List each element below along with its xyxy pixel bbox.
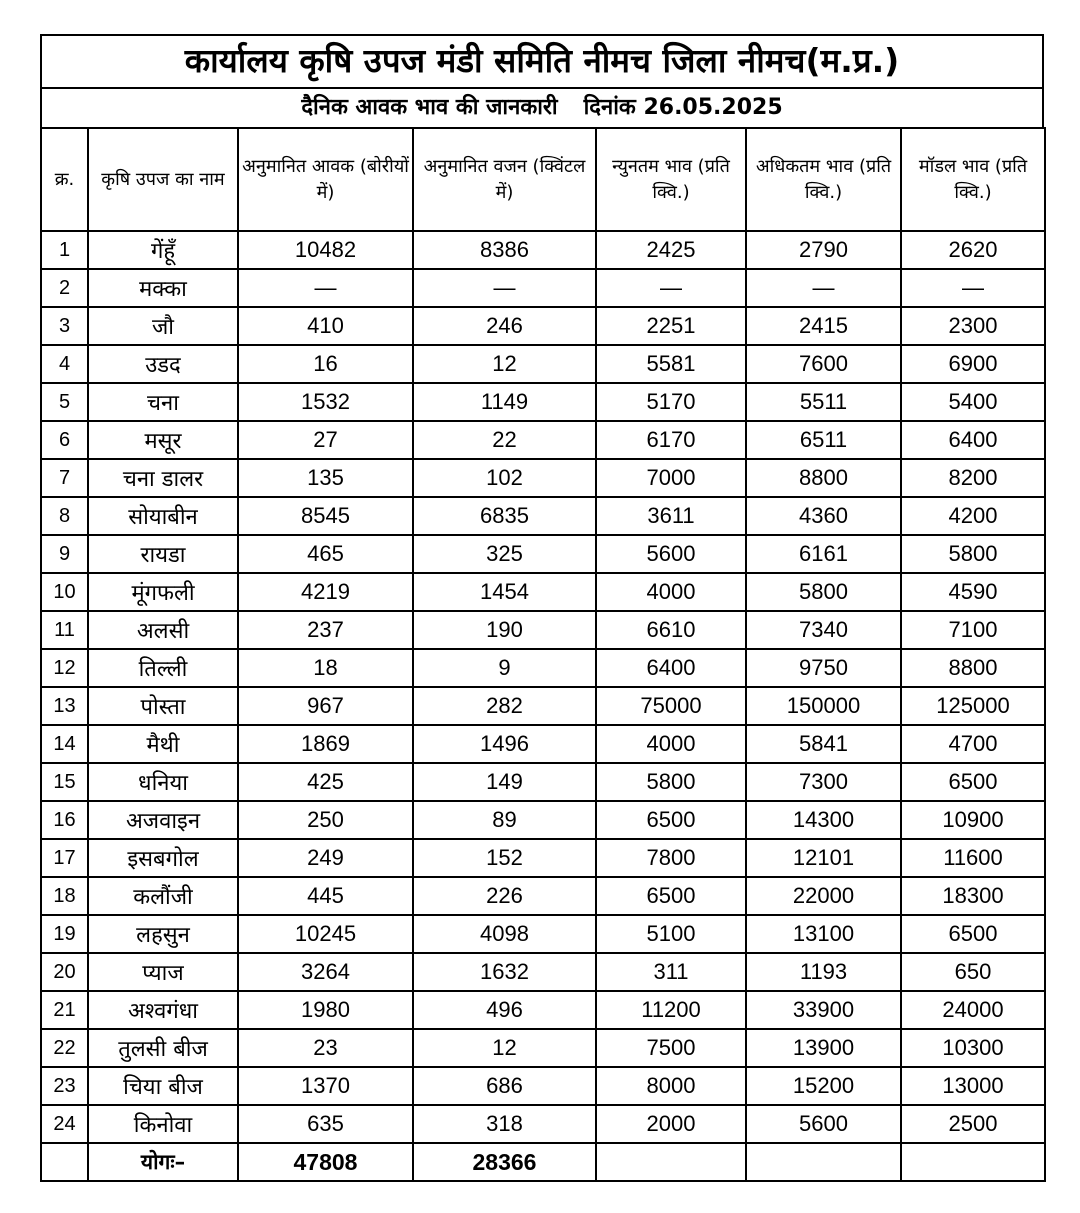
- serial-cell: 15: [41, 763, 88, 801]
- crop-name-cell: अजवाइन: [88, 801, 238, 839]
- crop-name-cell: कलौंजी: [88, 877, 238, 915]
- table-row: [41, 497, 1045, 535]
- table-row: [41, 725, 1045, 763]
- model-price-cell: 2620: [901, 231, 1045, 269]
- crop-name-cell: जौ: [88, 307, 238, 345]
- est-arrival-cell: 4219: [238, 573, 413, 611]
- crop-name-cell: मैथी: [88, 725, 238, 763]
- table-header-row: [41, 128, 1045, 231]
- crop-name-cell: पोस्ता: [88, 687, 238, 725]
- arrival-rates-table: [40, 127, 1046, 1182]
- table-row: [41, 1029, 1045, 1067]
- max-price-cell: 7600: [746, 345, 901, 383]
- est-weight-cell: 496: [413, 991, 596, 1029]
- serial-cell: 20: [41, 953, 88, 991]
- table-row: [41, 763, 1045, 801]
- model-price-cell: 10900: [901, 801, 1045, 839]
- min-price-cell: 8000: [596, 1067, 746, 1105]
- est-arrival-cell: 16: [238, 345, 413, 383]
- crop-name-cell: तुलसी बीज: [88, 1029, 238, 1067]
- model-price-cell: 11600: [901, 839, 1045, 877]
- est-arrival-cell: 425: [238, 763, 413, 801]
- office-title: कार्यालय कृषि उपज मंडी समिति नीमच जिला नीमच(म.प्र.): [40, 34, 1044, 87]
- total-blank-cell: [746, 1143, 901, 1181]
- est-arrival-cell: 1869: [238, 725, 413, 763]
- est-arrival-cell: —: [238, 269, 413, 307]
- model-price-cell: 6500: [901, 915, 1045, 953]
- model-price-cell: 4200: [901, 497, 1045, 535]
- crop-name-cell: उडद: [88, 345, 238, 383]
- max-price-cell: 5841: [746, 725, 901, 763]
- est-weight-cell: 282: [413, 687, 596, 725]
- est-weight-cell: 6835: [413, 497, 596, 535]
- table-row: [41, 991, 1045, 1029]
- max-price-cell: 6511: [746, 421, 901, 459]
- table-row: [41, 231, 1045, 269]
- max-price-cell: 1193: [746, 953, 901, 991]
- max-price-cell: 5600: [746, 1105, 901, 1143]
- model-price-cell: —: [901, 269, 1045, 307]
- est-weight-cell: 12: [413, 345, 596, 383]
- est-weight-cell: 318: [413, 1105, 596, 1143]
- min-price-cell: 7000: [596, 459, 746, 497]
- est-weight-cell: 4098: [413, 915, 596, 953]
- max-price-cell: 8800: [746, 459, 901, 497]
- table-row: [41, 687, 1045, 725]
- max-price-cell: 12101: [746, 839, 901, 877]
- model-price-cell: 8800: [901, 649, 1045, 687]
- min-price-cell: 4000: [596, 573, 746, 611]
- serial-cell: 2: [41, 269, 88, 307]
- est-weight-cell: 190: [413, 611, 596, 649]
- min-price-cell: 75000: [596, 687, 746, 725]
- model-price-cell: 6500: [901, 763, 1045, 801]
- min-price-cell: 6500: [596, 877, 746, 915]
- est-arrival-cell: 465: [238, 535, 413, 573]
- total-row: [41, 1143, 1045, 1181]
- crop-name-cell: गेंहूँ: [88, 231, 238, 269]
- max-price-cell: 150000: [746, 687, 901, 725]
- max-price-cell: 4360: [746, 497, 901, 535]
- table-row: [41, 573, 1045, 611]
- crop-name-cell: मसूर: [88, 421, 238, 459]
- model-price-cell: 24000: [901, 991, 1045, 1029]
- serial-cell: 9: [41, 535, 88, 573]
- table-row: [41, 459, 1045, 497]
- crop-name-cell: अश्वगंधा: [88, 991, 238, 1029]
- est-arrival-cell: 10482: [238, 231, 413, 269]
- table-row: [41, 1105, 1045, 1143]
- table-row: [41, 345, 1045, 383]
- crop-name-cell: चिया बीज: [88, 1067, 238, 1105]
- table-row: [41, 307, 1045, 345]
- serial-cell: 18: [41, 877, 88, 915]
- total-bags: 47808: [238, 1143, 413, 1181]
- total-blank-cell: [41, 1143, 88, 1181]
- serial-cell: 14: [41, 725, 88, 763]
- model-price-cell: 6400: [901, 421, 1045, 459]
- crop-name-cell: प्याज: [88, 953, 238, 991]
- est-weight-cell: 1496: [413, 725, 596, 763]
- min-price-cell: 311: [596, 953, 746, 991]
- est-weight-cell: 1454: [413, 573, 596, 611]
- min-price-cell: 2425: [596, 231, 746, 269]
- table-row: [41, 915, 1045, 953]
- serial-cell: 10: [41, 573, 88, 611]
- crop-name-cell: चना: [88, 383, 238, 421]
- est-arrival-cell: 967: [238, 687, 413, 725]
- min-price-cell: 6500: [596, 801, 746, 839]
- max-price-cell: 9750: [746, 649, 901, 687]
- min-price-cell: 4000: [596, 725, 746, 763]
- col-header-min-price: न्युनतम भाव (प्रति क्वि.): [596, 128, 746, 231]
- est-arrival-cell: 1980: [238, 991, 413, 1029]
- serial-cell: 7: [41, 459, 88, 497]
- serial-cell: 21: [41, 991, 88, 1029]
- est-weight-cell: 22: [413, 421, 596, 459]
- table-row: [41, 383, 1045, 421]
- model-price-cell: 4700: [901, 725, 1045, 763]
- max-price-cell: 33900: [746, 991, 901, 1029]
- serial-cell: 6: [41, 421, 88, 459]
- table-row: [41, 421, 1045, 459]
- model-price-cell: 7100: [901, 611, 1045, 649]
- est-weight-cell: 149: [413, 763, 596, 801]
- est-weight-cell: 8386: [413, 231, 596, 269]
- est-arrival-cell: 18: [238, 649, 413, 687]
- max-price-cell: 2415: [746, 307, 901, 345]
- crop-name-cell: मक्का: [88, 269, 238, 307]
- crop-name-cell: मूंगफली: [88, 573, 238, 611]
- max-price-cell: 6161: [746, 535, 901, 573]
- min-price-cell: 6610: [596, 611, 746, 649]
- est-arrival-cell: 10245: [238, 915, 413, 953]
- est-weight-cell: 325: [413, 535, 596, 573]
- est-arrival-cell: 27: [238, 421, 413, 459]
- model-price-cell: 8200: [901, 459, 1045, 497]
- max-price-cell: 7300: [746, 763, 901, 801]
- est-arrival-cell: 250: [238, 801, 413, 839]
- serial-cell: 16: [41, 801, 88, 839]
- min-price-cell: 6170: [596, 421, 746, 459]
- est-weight-cell: —: [413, 269, 596, 307]
- table-row: [41, 953, 1045, 991]
- est-arrival-cell: 635: [238, 1105, 413, 1143]
- model-price-cell: 2300: [901, 307, 1045, 345]
- est-weight-cell: 9: [413, 649, 596, 687]
- max-price-cell: 15200: [746, 1067, 901, 1105]
- est-weight-cell: 686: [413, 1067, 596, 1105]
- table-row: [41, 801, 1045, 839]
- serial-cell: 11: [41, 611, 88, 649]
- min-price-cell: 7500: [596, 1029, 746, 1067]
- min-price-cell: 5800: [596, 763, 746, 801]
- min-price-cell: 5600: [596, 535, 746, 573]
- min-price-cell: 5170: [596, 383, 746, 421]
- est-weight-cell: 1149: [413, 383, 596, 421]
- col-header-est-arrival: अनुमानित आवक (बोरीयों में): [238, 128, 413, 231]
- model-price-cell: 5800: [901, 535, 1045, 573]
- min-price-cell: 5100: [596, 915, 746, 953]
- est-weight-cell: 102: [413, 459, 596, 497]
- est-arrival-cell: 1532: [238, 383, 413, 421]
- est-weight-cell: 152: [413, 839, 596, 877]
- serial-cell: 23: [41, 1067, 88, 1105]
- max-price-cell: 14300: [746, 801, 901, 839]
- min-price-cell: 5581: [596, 345, 746, 383]
- max-price-cell: 13100: [746, 915, 901, 953]
- crop-name-cell: तिल्ली: [88, 649, 238, 687]
- crop-name-cell: सोयाबीन: [88, 497, 238, 535]
- col-header-max-price: अधिकतम भाव (प्रति क्वि.): [746, 128, 901, 231]
- est-arrival-cell: 23: [238, 1029, 413, 1067]
- max-price-cell: —: [746, 269, 901, 307]
- table-row: [41, 877, 1045, 915]
- table-row: [41, 611, 1045, 649]
- est-weight-cell: 12: [413, 1029, 596, 1067]
- est-arrival-cell: 237: [238, 611, 413, 649]
- max-price-cell: 7340: [746, 611, 901, 649]
- est-arrival-cell: 445: [238, 877, 413, 915]
- rates-sheet: [40, 34, 1044, 1182]
- est-arrival-cell: 1370: [238, 1067, 413, 1105]
- model-price-cell: 10300: [901, 1029, 1045, 1067]
- total-label: योगः–: [88, 1143, 238, 1181]
- model-price-cell: 13000: [901, 1067, 1045, 1105]
- crop-name-cell: अलसी: [88, 611, 238, 649]
- report-date: दिनांक 26.05.2025: [583, 95, 783, 120]
- max-price-cell: 5800: [746, 573, 901, 611]
- min-price-cell: —: [596, 269, 746, 307]
- min-price-cell: 11200: [596, 991, 746, 1029]
- model-price-cell: 2500: [901, 1105, 1045, 1143]
- est-weight-cell: 1632: [413, 953, 596, 991]
- max-price-cell: 2790: [746, 231, 901, 269]
- serial-cell: 3: [41, 307, 88, 345]
- min-price-cell: 2000: [596, 1105, 746, 1143]
- table-row: [41, 535, 1045, 573]
- report-subtitle: [40, 87, 1044, 127]
- min-price-cell: 2251: [596, 307, 746, 345]
- min-price-cell: 6400: [596, 649, 746, 687]
- min-price-cell: 7800: [596, 839, 746, 877]
- max-price-cell: 22000: [746, 877, 901, 915]
- table-row: [41, 649, 1045, 687]
- model-price-cell: 18300: [901, 877, 1045, 915]
- serial-cell: 24: [41, 1105, 88, 1143]
- crop-name-cell: चना डालर: [88, 459, 238, 497]
- col-header-model-price: मॉडल भाव (प्रति क्वि.): [901, 128, 1045, 231]
- est-arrival-cell: 410: [238, 307, 413, 345]
- serial-cell: 22: [41, 1029, 88, 1067]
- min-price-cell: 3611: [596, 497, 746, 535]
- model-price-cell: 6900: [901, 345, 1045, 383]
- model-price-cell: 5400: [901, 383, 1045, 421]
- col-header-crop-name: कृषि उपज का नाम: [88, 128, 238, 231]
- serial-cell: 1: [41, 231, 88, 269]
- crop-name-cell: धनिया: [88, 763, 238, 801]
- model-price-cell: 4590: [901, 573, 1045, 611]
- table-row: [41, 1067, 1045, 1105]
- crop-name-cell: लहसुन: [88, 915, 238, 953]
- col-header-serial: क्र.: [41, 128, 88, 231]
- serial-cell: 5: [41, 383, 88, 421]
- est-weight-cell: 246: [413, 307, 596, 345]
- crop-name-cell: किनोवा: [88, 1105, 238, 1143]
- est-weight-cell: 226: [413, 877, 596, 915]
- table-row: [41, 269, 1045, 307]
- est-arrival-cell: 3264: [238, 953, 413, 991]
- crop-name-cell: रायडा: [88, 535, 238, 573]
- est-arrival-cell: 135: [238, 459, 413, 497]
- crop-name-cell: इसबगोल: [88, 839, 238, 877]
- est-arrival-cell: 249: [238, 839, 413, 877]
- max-price-cell: 5511: [746, 383, 901, 421]
- total-blank-cell: [596, 1143, 746, 1181]
- table-row: [41, 839, 1045, 877]
- model-price-cell: 125000: [901, 687, 1045, 725]
- serial-cell: 17: [41, 839, 88, 877]
- max-price-cell: 13900: [746, 1029, 901, 1067]
- serial-cell: 13: [41, 687, 88, 725]
- est-weight-cell: 89: [413, 801, 596, 839]
- total-blank-cell: [901, 1143, 1045, 1181]
- serial-cell: 12: [41, 649, 88, 687]
- total-weight: 28366: [413, 1143, 596, 1181]
- model-price-cell: 650: [901, 953, 1045, 991]
- subtitle-text: दैनिक आवक भाव की जानकारी: [301, 95, 558, 120]
- est-arrival-cell: 8545: [238, 497, 413, 535]
- serial-cell: 4: [41, 345, 88, 383]
- col-header-est-weight: अनुमानित वजन (क्विंटल में): [413, 128, 596, 231]
- serial-cell: 8: [41, 497, 88, 535]
- serial-cell: 19: [41, 915, 88, 953]
